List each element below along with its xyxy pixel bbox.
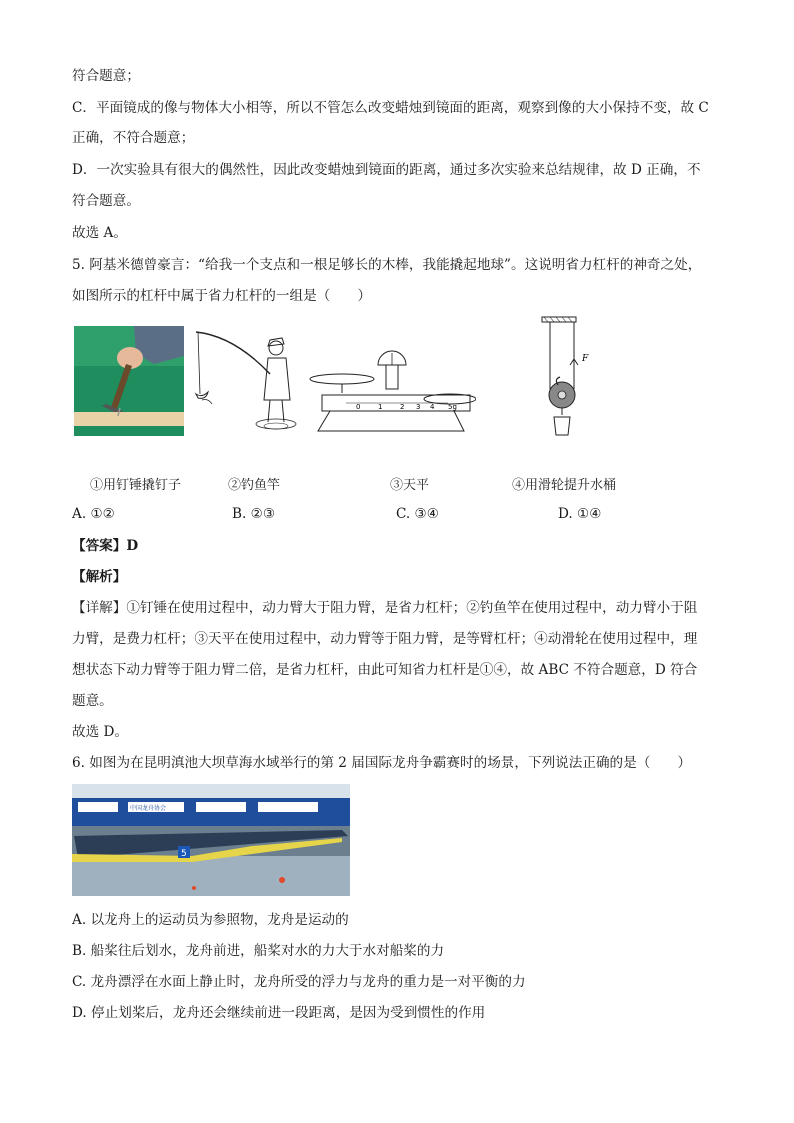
- text-line: 故选 A。: [72, 225, 127, 241]
- option-a: A. ①②: [72, 506, 115, 522]
- q6-option-b: B. 船桨往后划水，龙舟前进，船桨对水的力大于水对船桨的力: [72, 943, 445, 959]
- text-line: 符合题意。: [72, 193, 140, 209]
- figure-caption: ③天平: [390, 478, 430, 493]
- q5-stem-line: 如图所示的杠杆中属于省力杠杆的一组是（ ）: [72, 288, 372, 304]
- q6-option-a: A. 以龙舟上的运动员为参照物，龙舟是运动的: [72, 912, 349, 928]
- scale-mark: 1: [378, 403, 383, 411]
- q6-stem: 6. 如图为在昆明滇池大坝草海水域举行的第 2 届国际龙舟争霸赛时的场景，下列说法正确的是（ ）: [72, 755, 692, 771]
- figure-caption: ①用钉锤撬钉子: [90, 478, 182, 493]
- text-line: 符合题意；: [72, 68, 140, 84]
- q5-stem-line: 5. 阿基米德曾豪言：“给我一个支点和一根足够长的木棒，我能撬起地球”。这说明省力杠杆的神奇之处，: [72, 257, 702, 273]
- q6-option-d: D. 停止划桨后，龙舟还会继续前进一段距离，是因为受到惯性的作用: [72, 1005, 486, 1021]
- banner-text: 中国龙舟协会: [130, 805, 167, 812]
- scale-mark: 0: [356, 403, 361, 411]
- pulley-figure: [530, 315, 600, 439]
- detail-line: 题意。: [72, 693, 113, 709]
- hammer-nail-photo: [74, 326, 184, 436]
- answer-label: 【答案】D: [72, 538, 139, 554]
- detail-line: 想状态下动力臂等于阻力臂二倍，是省力杠杆，由此可知省力杠杆是①④，故 ABC 不符合题意，D 符合: [72, 662, 698, 678]
- balance-scale-figure: [308, 345, 476, 437]
- option-d: D. ①④: [558, 506, 602, 522]
- text-line: 正确，不符合题意；: [72, 130, 195, 146]
- fishing-rod-figure: [194, 326, 302, 436]
- option-c: C. ③④: [396, 506, 439, 522]
- text-line: C．平面镜成的像与物体大小相等，所以不管怎么改变蜡烛到镜面的距离，观察到像的大小保持不变，故 C: [72, 100, 709, 116]
- q6-option-c: C. 龙舟漂浮在水面上静止时，龙舟所受的浮力与龙舟的重力是一对平衡的力: [72, 974, 526, 990]
- detail-line: 【详解】①钉锤在使用过程中，动力臂大于阻力臂，是省力杠杆；②钓鱼竿在使用过程中，动力臂小于阻: [72, 600, 698, 616]
- scale-mark: 2: [400, 403, 405, 411]
- text-line: D．一次实验具有很大的偶然性，因此改变蜡烛到镜面的距离，通过多次实验来总结规律，故 D 正确，不: [72, 162, 701, 178]
- figure-caption: ④用滑轮提升水桶: [512, 478, 617, 493]
- option-b: B. ②③: [232, 506, 276, 522]
- analysis-label: 【解析】: [72, 569, 127, 585]
- scale-mark: 3: [416, 403, 421, 411]
- force-label: F: [582, 354, 589, 364]
- conclusion: 故选 D。: [72, 724, 129, 740]
- figure-caption: ②钓鱼竿: [228, 478, 281, 493]
- scale-mark: 4: [430, 403, 435, 411]
- scale-mark: 5g: [448, 403, 457, 411]
- boat-number: 5: [181, 849, 187, 859]
- dragon-boat-photo: [72, 784, 350, 896]
- detail-line: 力臂，是费力杠杆；③天平在使用过程中，动力臂等于阻力臂，是等臂杠杆；④动滑轮在使用过程中，理: [72, 631, 698, 647]
